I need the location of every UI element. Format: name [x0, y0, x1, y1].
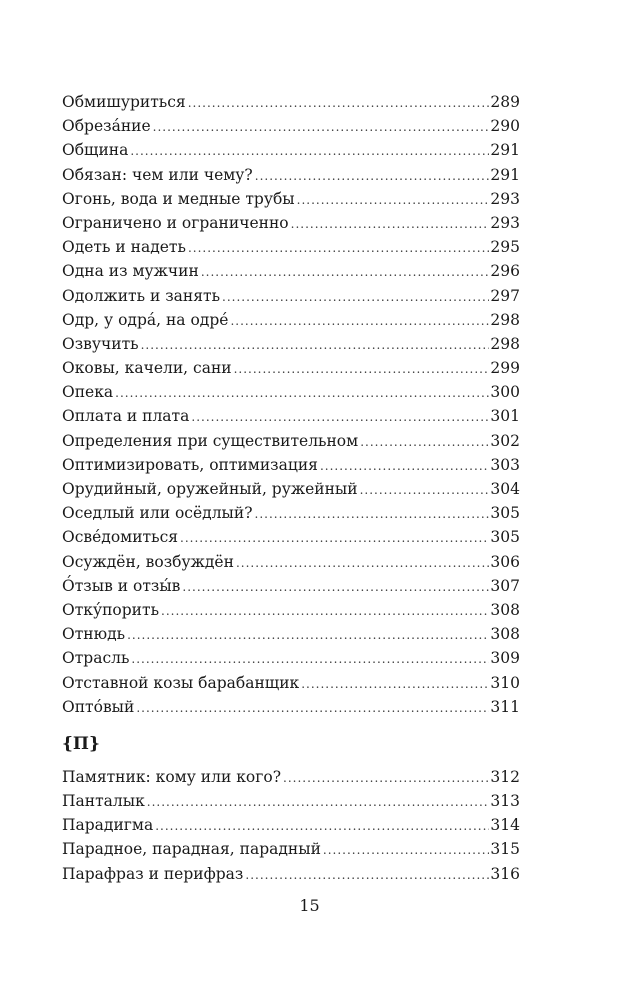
toc-entry [62, 765, 520, 789]
toc-entry [62, 622, 520, 646]
toc-entry [62, 695, 520, 719]
toc-entry-page: 293 [490, 213, 520, 232]
dot-leader [136, 696, 489, 720]
dot-leader [147, 790, 490, 814]
toc-entry-title: Огонь, вода и медные трубы [62, 189, 295, 208]
toc-entry-page: 302 [490, 431, 520, 450]
dot-leader [222, 285, 489, 309]
toc-entry-page: 310 [490, 673, 520, 692]
table-of-contents [62, 90, 520, 886]
toc-entry-title: Обмишуриться [62, 93, 186, 111]
toc-entry-title: Одеть и надеть [62, 238, 186, 257]
toc-entry-title: Орудийный, оружейный, ружейный [62, 480, 358, 498]
toc-entry-page: 303 [490, 455, 520, 474]
toc-entry [62, 477, 520, 501]
dot-leader [182, 575, 489, 599]
toc-entry-page: 300 [490, 383, 520, 402]
toc-entry [62, 138, 520, 162]
toc-entry [62, 501, 520, 525]
dot-leader [141, 333, 490, 357]
toc-entry-title: Отставной козы барабанщик [62, 673, 300, 692]
toc-entry-title: Парафраз и перифраз [62, 864, 244, 883]
toc-entry-page: 298 [490, 310, 520, 329]
toc-entry [62, 837, 520, 861]
toc-entry-page: 313 [490, 792, 520, 811]
toc-entry-page: 316 [490, 864, 520, 883]
toc-entry [62, 862, 520, 886]
toc-entry [62, 574, 520, 598]
dot-leader [283, 766, 489, 790]
dot-leader [115, 381, 489, 405]
toc-entry [62, 187, 520, 211]
toc-entry-page: 291 [490, 141, 520, 160]
toc-entry-page: 297 [490, 286, 520, 305]
toc-entry-page: 293 [490, 189, 520, 208]
toc-entry-title: Обреза́ние [62, 117, 151, 136]
toc-entry-page: 301 [490, 407, 520, 426]
dot-leader [323, 838, 489, 862]
toc-entry-page: 305 [490, 528, 520, 547]
toc-entry-title: Одр, у одра́, на одре́ [62, 310, 229, 329]
toc-entry [62, 332, 520, 356]
toc-entry-title: Одна из мужчин [62, 262, 199, 281]
dot-leader [131, 647, 489, 671]
dot-leader [360, 478, 490, 502]
toc-entry-title: Оплата и плата [62, 407, 190, 426]
dot-leader [291, 212, 490, 236]
toc-entry-page: 314 [490, 816, 520, 835]
toc-entry-title: Панталык [62, 792, 145, 811]
dot-leader [297, 188, 490, 212]
toc-entry-page: 308 [490, 600, 520, 619]
dot-leader [245, 863, 489, 887]
dot-leader [301, 672, 489, 696]
dot-leader [234, 357, 490, 381]
toc-entry-page: 309 [490, 649, 520, 668]
toc-entry-title: Ограничено и ограниченно [62, 213, 289, 232]
toc-entry-page: 290 [490, 117, 520, 136]
toc-entry [62, 380, 520, 404]
toc-entry-title: Оседлый или осёдлый? [62, 504, 253, 523]
toc-entry [62, 404, 520, 428]
dot-leader [191, 405, 489, 429]
dot-leader [255, 164, 490, 188]
toc-entry-page: 296 [490, 262, 520, 281]
toc-entry [62, 453, 520, 477]
dot-leader [153, 115, 490, 139]
toc-entry-title: Опто́вый [62, 697, 135, 716]
dot-leader [188, 91, 490, 115]
dot-leader [127, 623, 489, 647]
dot-leader [255, 502, 490, 526]
toc-entry-title: Одолжить и занять [62, 286, 221, 305]
dot-leader [230, 309, 489, 333]
toc-entry-page: 295 [490, 238, 520, 257]
toc-entry-title: Парадное, парадная, парадный [62, 840, 321, 859]
dot-leader [155, 814, 489, 838]
toc-entry-title: Осуждён, возбуждён [62, 552, 234, 571]
toc-entry-title: Отку́порить [62, 600, 160, 619]
toc-entry-title: Опека [62, 383, 114, 402]
toc-entry [62, 525, 520, 549]
toc-entry-page: 305 [490, 504, 520, 523]
toc-entry-title: Отрасль [62, 649, 130, 668]
toc-entry [62, 789, 520, 813]
toc-entry [62, 550, 520, 574]
toc-entry-title: Община [62, 141, 129, 160]
toc-entry [62, 813, 520, 837]
toc-entry [62, 259, 520, 283]
toc-entry [62, 211, 520, 235]
toc-entry-page: 315 [490, 840, 520, 859]
toc-entry-title: Оптимизировать, оптимизация [62, 455, 318, 474]
toc-entry-page: 311 [490, 697, 520, 716]
toc-entry-title: Парадигма [62, 816, 154, 835]
section-heading-p: {П} [62, 733, 100, 754]
toc-entry [62, 114, 520, 138]
toc-entry [62, 671, 520, 695]
toc-entry [62, 235, 520, 259]
toc-entry-title: Отнюдь [62, 625, 126, 644]
dot-leader [161, 599, 489, 623]
toc-entry [62, 163, 520, 187]
dot-leader [360, 430, 489, 454]
dot-leader [130, 139, 489, 163]
toc-entry-page: 304 [490, 480, 520, 498]
toc-entry [62, 284, 520, 308]
toc-entry-title: Оковы, качели, сани [62, 359, 232, 378]
toc-entry-title: Памятник: кому или кого? [62, 767, 282, 786]
dot-leader [320, 454, 489, 478]
toc-entry [62, 90, 520, 114]
toc-entry-page: 307 [490, 576, 520, 595]
toc-entry-page: 291 [490, 165, 520, 184]
toc-entry-page: 306 [490, 552, 520, 571]
dot-leader [188, 236, 489, 260]
toc-entry-title: Определения при существительном [62, 431, 359, 450]
toc-entry-page: 289 [490, 93, 520, 111]
page-number: 15 [299, 896, 320, 915]
toc-entry-page: 308 [490, 625, 520, 644]
toc-entry-title: Озвучить [62, 334, 139, 353]
toc-entry-page: 298 [490, 334, 520, 353]
toc-entry-title: Осве́домиться [62, 528, 179, 547]
dot-leader [180, 526, 489, 550]
toc-entry [62, 429, 520, 453]
toc-entry [62, 646, 520, 670]
toc-entry [62, 598, 520, 622]
toc-entry-title: О́тзыв и отзы́в [62, 576, 181, 595]
toc-entry-title: Обязан: чем или чему? [62, 165, 253, 184]
dot-leader [236, 551, 489, 575]
toc-entry-page: 299 [490, 359, 520, 378]
dot-leader [201, 260, 490, 284]
toc-entry-page: 312 [490, 767, 520, 786]
toc-entry [62, 356, 520, 380]
toc-entry [62, 308, 520, 332]
